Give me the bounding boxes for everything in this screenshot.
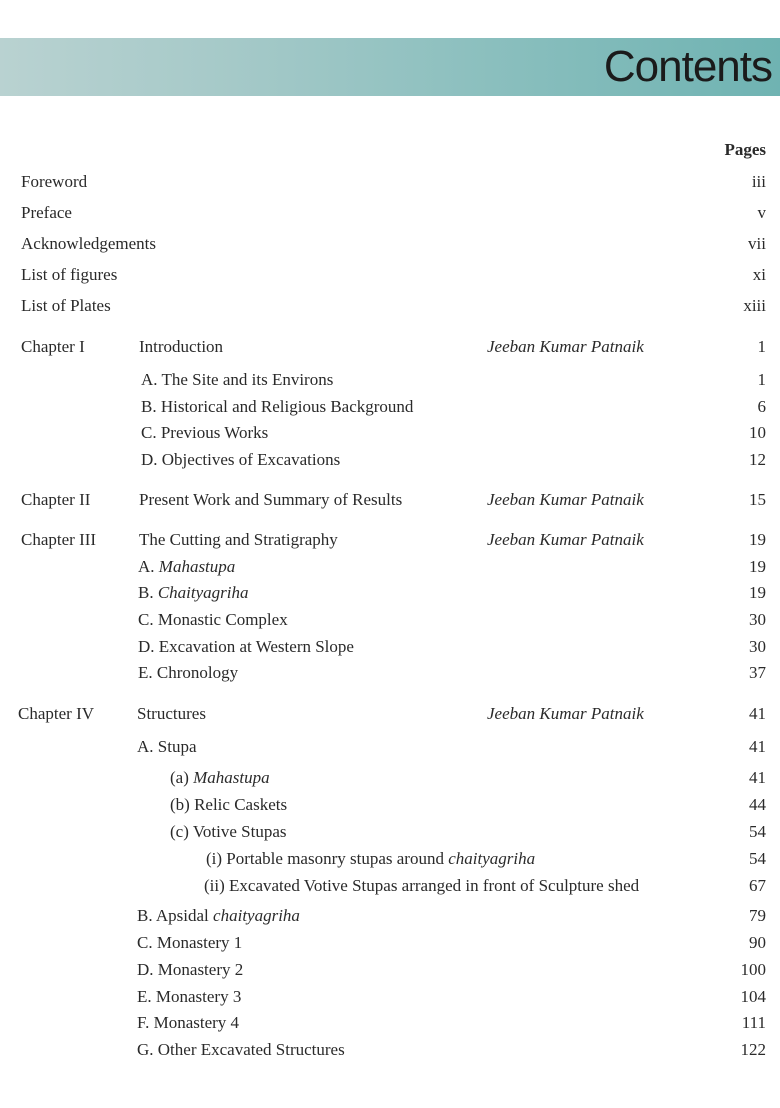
page-number: 15 — [749, 490, 766, 509]
toc-entry-list-of-figures: List of figures — [21, 265, 118, 284]
chapter-number: Chapter II — [21, 490, 91, 509]
subsection-marker: (a) — [170, 768, 189, 787]
sub-subsection-entry — [206, 849, 535, 869]
page-number: 19 — [749, 530, 766, 549]
chapter-author: Jeeban Kumar Patnaik — [487, 490, 644, 509]
subsection-text: Excavated Votive Stupas arranged in front of Sculpture shed — [229, 876, 640, 895]
page-number: 54 — [749, 849, 766, 868]
section-term: Mahastupa — [158, 557, 236, 576]
subsection-marker: (b) — [170, 795, 190, 814]
chapter-number: Chapter III — [21, 530, 97, 549]
sub-subsection-entry — [204, 876, 639, 896]
chapter-number: Chapter IV — [18, 704, 95, 723]
subsection-text: Relic Caskets — [194, 795, 288, 814]
chapter-author: Jeeban Kumar Patnaik — [487, 530, 644, 549]
subsection-entry — [170, 822, 287, 842]
section-entry: F. Monastery 4 — [137, 1013, 240, 1032]
section-entry: C. Monastery 1 — [137, 933, 243, 952]
page-number: 100 — [740, 960, 766, 979]
subsection-text: Portable masonry stupas around — [226, 849, 449, 868]
chapter-title: Structures — [137, 704, 206, 723]
title-banner — [0, 38, 780, 96]
page-number: 37 — [749, 663, 766, 682]
section-entry — [138, 583, 249, 603]
page-number: 122 — [740, 1040, 766, 1059]
chapter-author: Jeeban Kumar Patnaik — [487, 337, 644, 356]
subsection-marker: (ii) — [204, 876, 225, 895]
page-number: 1 — [757, 370, 766, 389]
section-entry: A. The Site and its Environs — [141, 370, 334, 389]
page-number: 111 — [741, 1013, 766, 1032]
section-entry: E. Monastery 3 — [137, 987, 242, 1006]
chapter-author: Jeeban Kumar Patnaik — [487, 704, 644, 723]
toc-entry-list-of-plates: List of Plates — [21, 296, 111, 315]
page-number: 41 — [749, 704, 766, 723]
pages-column-header: Pages — [724, 140, 766, 159]
subsection-text: Votive Stupas — [192, 822, 287, 841]
page-number: 44 — [749, 795, 766, 814]
subsection-entry — [170, 795, 287, 815]
toc-entry-acknowledgements: Acknowledgements — [21, 234, 157, 253]
page-number: xiii — [743, 296, 766, 315]
page-number: 90 — [749, 933, 766, 952]
chapter-number: Chapter I — [21, 337, 85, 356]
chapter-title: The Cutting and Stratigraphy — [139, 530, 338, 549]
section-term: chaityagriha — [448, 849, 536, 868]
section-entry: G. Other Excavated Structures — [137, 1040, 345, 1059]
page-number: 19 — [749, 557, 766, 576]
subsection-marker: (c) — [170, 822, 189, 841]
section-prefix: B. — [138, 583, 158, 602]
page-number: 12 — [749, 450, 766, 469]
page-number: 6 — [757, 397, 766, 416]
page-number: 41 — [749, 768, 766, 787]
toc-entry-foreword: Foreword — [21, 172, 88, 191]
chapter-title: Present Work and Summary of Results — [139, 490, 403, 509]
section-entry: D. Excavation at Western Slope — [138, 637, 354, 656]
toc-entry-preface: Preface — [21, 203, 72, 222]
page-number: 104 — [740, 987, 766, 1006]
page-number: 1 — [757, 337, 766, 356]
page-number: 41 — [749, 737, 766, 756]
chapter-title: Introduction — [139, 337, 224, 356]
page-number: v — [757, 203, 766, 222]
section-term: Mahastupa — [193, 768, 270, 787]
section-entry — [137, 906, 300, 926]
section-entry: C. Previous Works — [141, 423, 269, 442]
section-entry — [138, 557, 235, 577]
page-title: Contents — [603, 42, 772, 91]
section-prefix: B. Apsidal — [137, 906, 214, 925]
page-number: 67 — [749, 876, 766, 895]
section-term: chaityagriha — [213, 906, 300, 925]
page-number: 79 — [749, 906, 766, 925]
subsection-marker: (i) — [206, 849, 223, 868]
page-number: 19 — [749, 583, 766, 602]
section-entry: B. Historical and Religious Background — [141, 397, 414, 416]
page-number: iii — [751, 172, 766, 191]
page-number: 10 — [749, 423, 766, 442]
section-entry: D. Objectives of Excavations — [141, 450, 341, 469]
section-entry: A. Stupa — [137, 737, 197, 756]
page-number: 30 — [749, 637, 766, 656]
section-prefix: A. — [138, 557, 159, 576]
page-number: vii — [748, 234, 766, 253]
section-entry: C. Monastic Complex — [138, 610, 288, 629]
section-entry: E. Chronology — [138, 663, 239, 682]
page-number: 54 — [749, 822, 766, 841]
subsection-entry — [170, 768, 270, 788]
section-term: Chaityagriha — [157, 583, 249, 602]
page-number: 30 — [749, 610, 766, 629]
section-entry: D. Monastery 2 — [137, 960, 244, 979]
page-number: xi — [752, 265, 766, 284]
